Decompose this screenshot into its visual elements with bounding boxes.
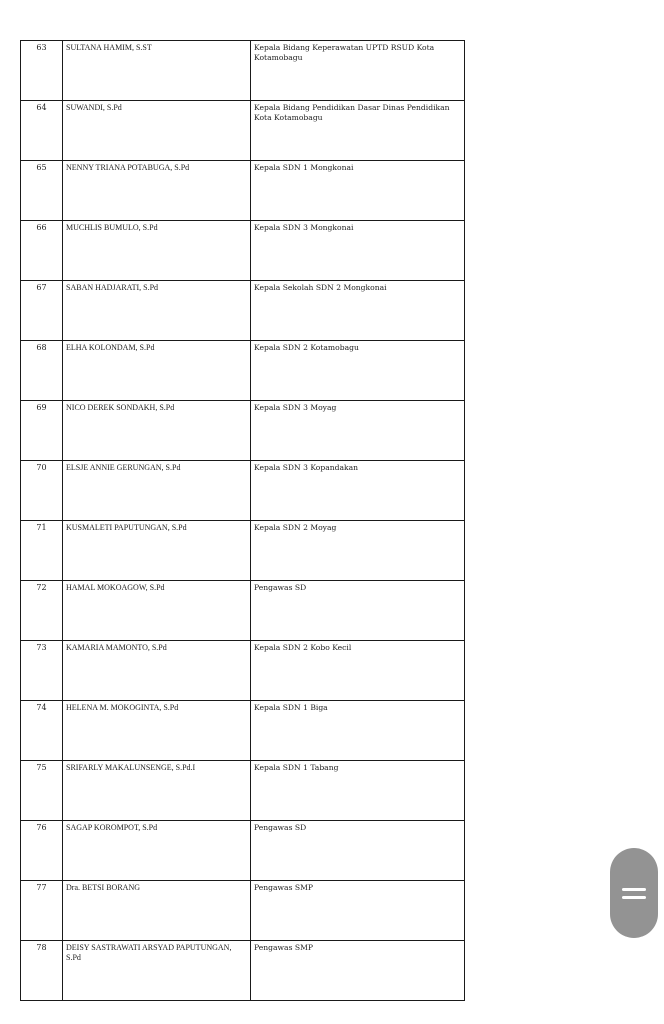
official-name: Dra. BETSI BORANG xyxy=(63,881,251,941)
table-row xyxy=(21,461,465,521)
table-row xyxy=(21,161,465,221)
official-position: Kepala SDN 3 Mongkonai xyxy=(251,221,465,281)
official-position: Pengawas SMP xyxy=(251,941,465,1001)
table-row xyxy=(21,341,465,401)
scroll-handle[interactable] xyxy=(610,848,658,938)
row-number: 67 xyxy=(21,281,63,341)
table-row xyxy=(21,221,465,281)
official-name: NICO DEREK SONDAKH, S.Pd xyxy=(63,401,251,461)
official-position: Kepala Bidang Pendidikan Dasar Dinas Pendidikan Kota Kotamobagu xyxy=(251,101,465,161)
menu-lines-icon-lower xyxy=(622,896,646,899)
official-name: ELSJE ANNIE GERUNGAN, S.Pd xyxy=(63,461,251,521)
official-name: KAMARIA MAMONTO, S.Pd xyxy=(63,641,251,701)
official-name: HAMAL MOKOAGOW, S.Pd xyxy=(63,581,251,641)
table-body xyxy=(21,41,465,1001)
row-number: 65 xyxy=(21,161,63,221)
official-name: KUSMALETI PAPUTUNGAN, S.Pd xyxy=(63,521,251,581)
official-name: HELENA M. MOKOGINTA, S.Pd xyxy=(63,701,251,761)
official-position: Pengawas SD xyxy=(251,581,465,641)
official-position: Pengawas SD xyxy=(251,821,465,881)
table-row xyxy=(21,581,465,641)
official-position: Kepala SDN 1 Biga xyxy=(251,701,465,761)
official-name: SABAN HADJARATI, S.Pd xyxy=(63,281,251,341)
table-row xyxy=(21,521,465,581)
official-name: SAGAP KOROMPOT, S.Pd xyxy=(63,821,251,881)
table-row xyxy=(21,701,465,761)
official-name: ELHA KOLONDAM, S.Pd xyxy=(63,341,251,401)
official-name: MUCHLIS BUMULO, S.Pd xyxy=(63,221,251,281)
official-position: Kepala Sekolah SDN 2 Mongkonai xyxy=(251,281,465,341)
row-number: 72 xyxy=(21,581,63,641)
row-number: 75 xyxy=(21,761,63,821)
table-row xyxy=(21,41,465,101)
official-name: SRIFARLY MAKALUNSENGE, S.Pd.I xyxy=(63,761,251,821)
table-row xyxy=(21,821,465,881)
row-number: 64 xyxy=(21,101,63,161)
row-number: 63 xyxy=(21,41,63,101)
table-row xyxy=(21,941,465,1001)
official-position: Kepala Bidang Keperawatan UPTD RSUD Kota Kotamobagu xyxy=(251,41,465,101)
row-number: 76 xyxy=(21,821,63,881)
row-number: 77 xyxy=(21,881,63,941)
official-position: Kepala SDN 3 Kopandakan xyxy=(251,461,465,521)
table-row xyxy=(21,401,465,461)
official-position: Kepala SDN 1 Mongkonai xyxy=(251,161,465,221)
official-list-table xyxy=(20,40,465,1001)
official-position: Kepala SDN 2 Kobo Kecil xyxy=(251,641,465,701)
official-position: Kepala SDN 1 Tabang xyxy=(251,761,465,821)
menu-lines-icon xyxy=(622,888,646,891)
official-position: Pengawas SMP xyxy=(251,881,465,941)
row-number: 74 xyxy=(21,701,63,761)
row-number: 73 xyxy=(21,641,63,701)
row-number: 68 xyxy=(21,341,63,401)
table-row xyxy=(21,641,465,701)
table-row xyxy=(21,881,465,941)
official-name: SUWANDI, S.Pd xyxy=(63,101,251,161)
table-row xyxy=(21,761,465,821)
official-position: Kepala SDN 3 Moyag xyxy=(251,401,465,461)
row-number: 66 xyxy=(21,221,63,281)
official-position: Kepala SDN 2 Moyag xyxy=(251,521,465,581)
table-row xyxy=(21,101,465,161)
table-row xyxy=(21,281,465,341)
official-name: SULTANA HAMIM, S.ST xyxy=(63,41,251,101)
official-name: DEISY SASTRAWATI ARSYAD PAPUTUNGAN, S.Pd xyxy=(63,941,251,1001)
row-number: 70 xyxy=(21,461,63,521)
official-name: NENNY TRIANA POTABUGA, S.Pd xyxy=(63,161,251,221)
official-position: Kepala SDN 2 Kotamobagu xyxy=(251,341,465,401)
row-number: 78 xyxy=(21,941,63,1001)
row-number: 69 xyxy=(21,401,63,461)
row-number: 71 xyxy=(21,521,63,581)
